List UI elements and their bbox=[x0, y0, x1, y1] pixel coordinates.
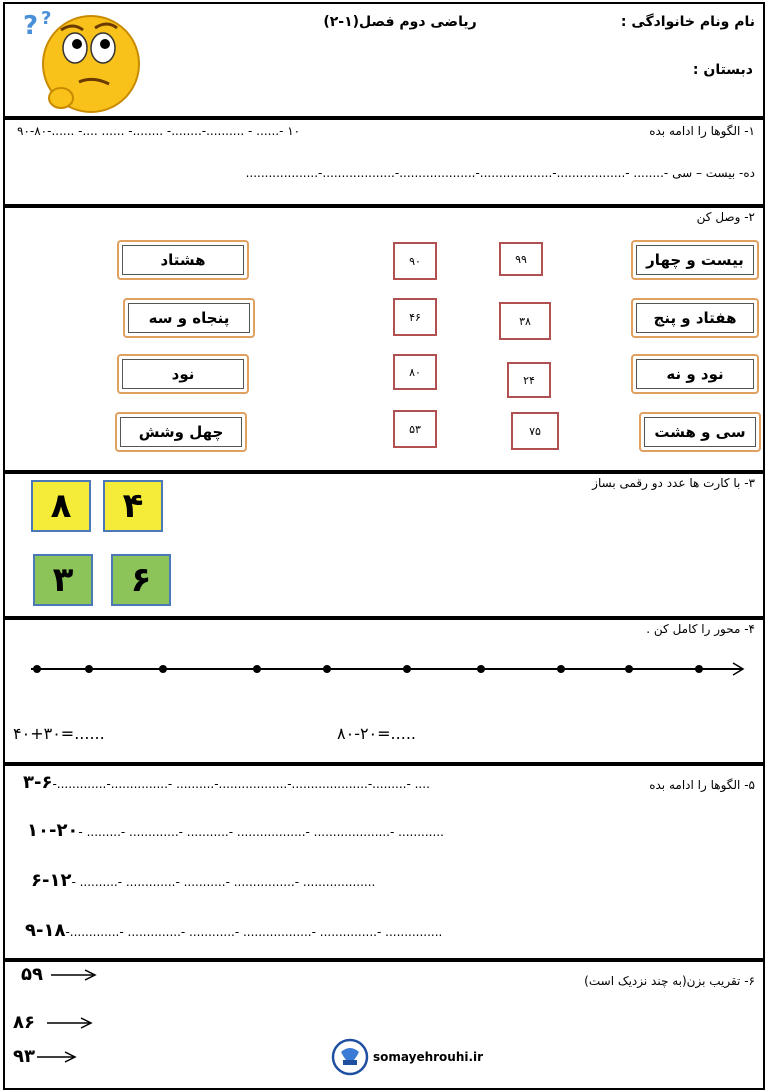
word-text: بیست و چهار bbox=[636, 245, 754, 275]
word-box bbox=[631, 354, 759, 394]
question-2-title: ۲- وصل کن bbox=[696, 210, 755, 224]
pattern-blanks: - .........- .............- ...........- ..................- ....................- ............ bbox=[78, 825, 444, 839]
question-5-title: ۵- الگوها را ادامه بده bbox=[649, 778, 755, 792]
pattern-row-words: ده- بیست – سی -........ -..................-...................-....................-...................-................... bbox=[245, 166, 755, 180]
number-line-point bbox=[695, 665, 703, 673]
question-6-section bbox=[3, 960, 765, 1090]
number-box: ۳۸ bbox=[499, 302, 551, 340]
site-url: somayehrouhi.ir bbox=[373, 1050, 484, 1064]
pattern-row bbox=[25, 920, 442, 941]
number-line-point bbox=[253, 665, 261, 673]
word-box bbox=[117, 240, 249, 280]
number-box: ۷۵ bbox=[511, 412, 559, 450]
question-1-title: ۱- الگوها را ادامه بده bbox=[649, 124, 755, 138]
number-box: ۹۹ bbox=[499, 242, 543, 276]
word-text: پنجاه و سه bbox=[128, 303, 250, 333]
word-box bbox=[631, 240, 759, 280]
pattern-row bbox=[31, 870, 375, 891]
site-logo-icon bbox=[331, 1038, 369, 1076]
pattern-start: ۱۰-۲۰ bbox=[27, 820, 79, 841]
approx-number: ۹۳ bbox=[13, 1046, 35, 1067]
number-line bbox=[31, 668, 743, 670]
question-4-section bbox=[3, 618, 765, 764]
pattern-blanks: -.............-...............- ..........-..................-....................-.........- .... bbox=[52, 777, 430, 791]
arrow-right-icon bbox=[731, 662, 745, 676]
pattern-start: ۶-۱۲ bbox=[31, 870, 72, 891]
question-2-section bbox=[3, 206, 765, 472]
digit-card: ۸ bbox=[31, 480, 91, 532]
expression-add: ۴۰+۳۰=...... bbox=[13, 724, 105, 743]
pattern-start: ۹-۱۸ bbox=[25, 920, 66, 941]
student-name-label: نام ونام خانوادگی : bbox=[620, 14, 755, 30]
school-label: دبستان : bbox=[692, 62, 753, 78]
number-box: ۴۶ bbox=[393, 298, 437, 336]
word-text: چهل وشش bbox=[120, 417, 242, 447]
word-box bbox=[639, 412, 761, 452]
pattern-row-numbers: ۹۰-۸۰-...... -.... ...... -........ -........-.......... - ......- ۱۰ bbox=[17, 124, 301, 138]
pattern-row bbox=[23, 772, 430, 793]
word-box bbox=[115, 412, 247, 452]
thinking-face-icon bbox=[21, 8, 147, 116]
number-box: ۲۴ bbox=[507, 362, 551, 398]
word-box bbox=[117, 354, 249, 394]
question-5-section bbox=[3, 764, 765, 960]
approx-item bbox=[13, 1046, 77, 1067]
pattern-blanks: -.............- ..............- ............- ..................- ...............- ............... bbox=[65, 925, 443, 939]
word-text: هشتاد bbox=[122, 245, 244, 275]
approx-item bbox=[13, 1012, 93, 1033]
arrow-right-icon bbox=[51, 968, 97, 982]
expression-subtract: ۸۰-۲۰=..... bbox=[337, 724, 416, 743]
number-line-point bbox=[557, 665, 565, 673]
number-box: ۵۳ bbox=[393, 410, 437, 448]
pattern-blanks: - ..........- .............- ...........- ................- ................... bbox=[71, 875, 376, 889]
question-3-section bbox=[3, 472, 765, 618]
approx-item bbox=[21, 964, 97, 985]
number-line-point bbox=[625, 665, 633, 673]
header-section bbox=[3, 2, 765, 118]
word-box bbox=[631, 298, 759, 338]
digit-card: ۳ bbox=[33, 554, 93, 606]
word-text: نود و نه bbox=[636, 359, 754, 389]
pattern-row bbox=[27, 820, 444, 841]
page-title: ریاضی دوم فصل(۱-۲) bbox=[323, 14, 477, 30]
number-line-point bbox=[477, 665, 485, 673]
approx-number: ۸۶ bbox=[13, 1012, 35, 1033]
word-text: سی و هشت bbox=[644, 417, 756, 447]
pattern-start: ۳-۶ bbox=[23, 772, 53, 793]
question-6-title: ۶- تقریب بزن(به چند نزدیک است) bbox=[584, 974, 755, 988]
approx-number: ۵۹ bbox=[21, 964, 43, 985]
arrow-right-icon bbox=[47, 1016, 93, 1030]
number-line-point bbox=[403, 665, 411, 673]
question-3-title: ۳- با کارت ها عدد دو رقمی بساز bbox=[592, 476, 755, 490]
number-line-point bbox=[85, 665, 93, 673]
number-box: ۹۰ bbox=[393, 242, 437, 280]
question-1-section bbox=[3, 118, 765, 206]
arrow-right-icon bbox=[37, 1050, 77, 1064]
svg-text:?: ? bbox=[23, 11, 39, 41]
word-text: نود bbox=[122, 359, 244, 389]
digit-card: ۴ bbox=[103, 480, 163, 532]
number-line-point bbox=[323, 665, 331, 673]
svg-text:?: ? bbox=[41, 8, 52, 29]
word-text: هفتاد و پنج bbox=[636, 303, 754, 333]
digit-card: ۶ bbox=[111, 554, 171, 606]
word-box bbox=[123, 298, 255, 338]
number-box: ۸۰ bbox=[393, 354, 437, 390]
number-line-point bbox=[159, 665, 167, 673]
number-line-point bbox=[33, 665, 41, 673]
question-4-title: ۴- محور را کامل کن . bbox=[646, 622, 755, 636]
